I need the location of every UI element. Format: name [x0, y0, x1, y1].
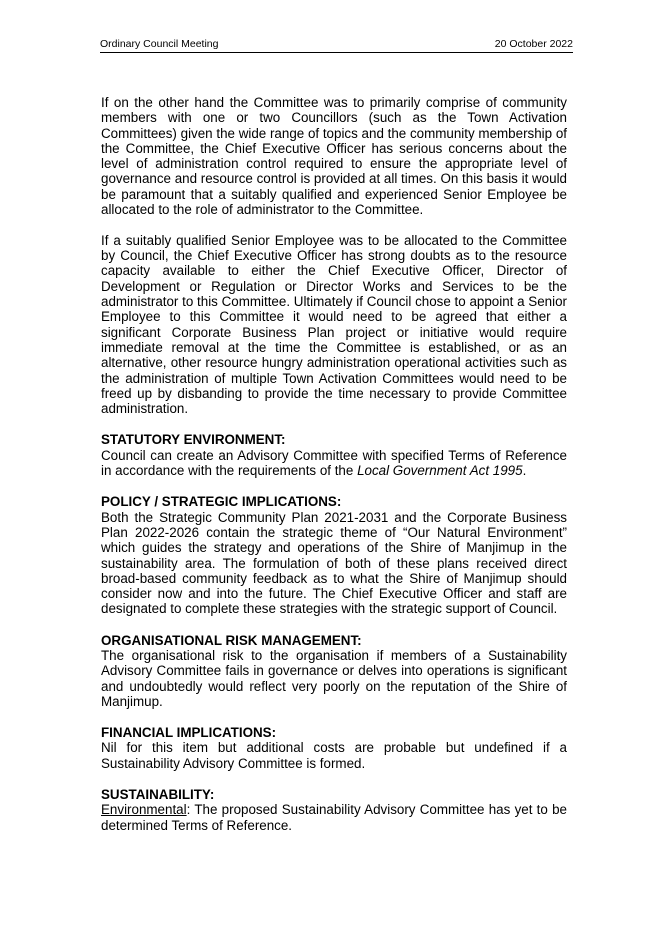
policy-strategic-heading: POLICY / STRATEGIC IMPLICATIONS: — [101, 494, 342, 510]
sustainability-text — [101, 802, 567, 833]
statutory-environment-heading: STATUTORY ENVIRONMENT: — [101, 432, 286, 448]
meeting-title: Ordinary Council Meeting — [100, 38, 219, 50]
statutory-text-before: Council can create an Advisory Committee with specified Terms of Reference in accordance with the requirements of the — [101, 447, 567, 479]
statutory-text-after: . — [522, 463, 527, 479]
environmental-text: : The proposed Sustainability Advisory Committee has yet to be determined Terms of Reference. — [101, 802, 567, 833]
paragraph-senior-employee: If a suitably qualified Senior Employee was to be allocated to the Committee by Council, the Chief Executive Officer has strong doubts as to the resource capacity available to either the Chief Executive Officer, Director of Development or Regulation or Director Works and Services to be the administrator to this Committee. Ultimately if Council chose to appoint a Senior Employee to this Committee it would need to be agreed that either a significant Corporate Business Plan project or initiative would require immediate removal at the time the Committee is established, or as an alternative, other resource hungry administration operational activities such as the administration of multiple Town Activation Committees would need to be freed up by disbanding to provide the time necessary to provide Committee administration. — [101, 232, 567, 417]
environmental-label: Environmental — [101, 802, 187, 818]
statutory-environment-text — [101, 448, 567, 479]
financial-implications-heading: FINANCIAL IMPLICATIONS: — [101, 725, 277, 741]
meeting-date: 20 October 2022 — [494, 38, 573, 50]
risk-management-heading: ORGANISATIONAL RISK MANAGEMENT: — [101, 632, 362, 648]
sustainability-heading: SUSTAINABILITY: — [101, 787, 215, 803]
page-header — [100, 38, 573, 53]
act-name: Local Government Act 1995 — [357, 463, 523, 479]
risk-management-text: The organisational risk to the organisation if members of a Sustainability Advisory Committee fails in governance or delves into operations is significant and undoubtedly would reflect very poorly on the reputation of the Shire of Manjimup. — [101, 648, 567, 709]
paragraph-committee-composition: If on the other hand the Committee was to primarily comprise of community members with one or two Councillors (such as the Town Activation Committees) given the wide range of topics and the community membership of the Committee, the Chief Executive Officer has serious concerns about the level of administration control required to ensure the appropriate level of governance and resource control is provided at all times. On this basis it would be paramount that a suitably qualified and experienced Senior Employee be allocated to the role of administrator to the Committee. — [101, 95, 567, 218]
policy-strategic-text: Both the Strategic Community Plan 2021-2031 and the Corporate Business Plan 2022-2026 contain the strategic theme of “Our Natural Environment” which guides the strategy and operations of the Shire of Manjimup in the sustainability area. The formulation of both of these plans received direct broad-based community feedback as to what the Shire of Manjimup should consider now and into the future. The Chief Executive Officer and staff are designated to complete these strategies with the strategic support of Council. — [101, 509, 567, 617]
document-body — [101, 95, 567, 833]
financial-implications-text: Nil for this item but additional costs are probable but undefined if a Sustainability Advisory Committee is formed. — [101, 740, 567, 771]
